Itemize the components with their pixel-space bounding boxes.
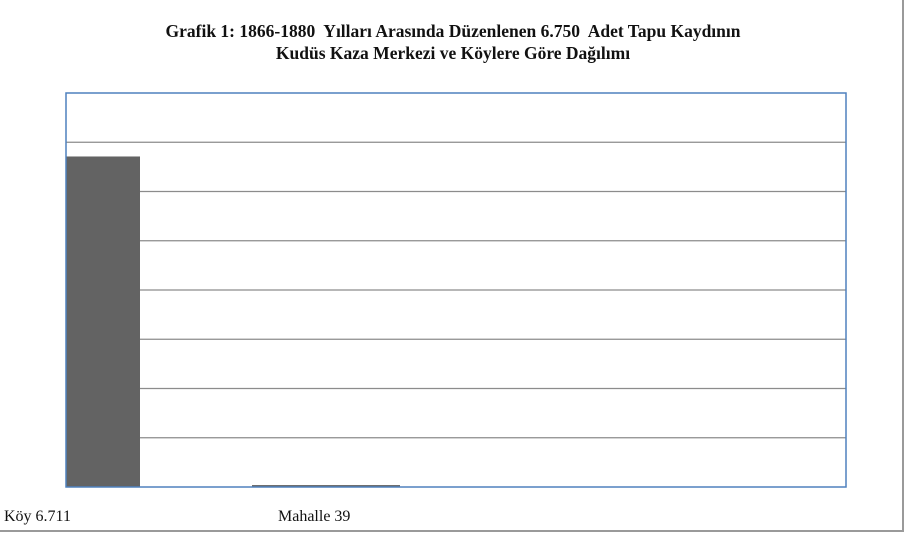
category-label-köy: Köy 6.711 <box>4 508 71 525</box>
bar-köy <box>66 156 140 487</box>
chart-title-line-1: Grafik 1: 1866-1880 Yılları Arasında Düzenlenen 6.750 Adet Tapu Kaydının <box>165 21 741 41</box>
chart-title-line-2: Kudüs Kaza Merkezi ve Köylere Göre Dağılımı <box>275 43 631 63</box>
category-label-mahalle: Mahalle 39 <box>278 508 351 525</box>
